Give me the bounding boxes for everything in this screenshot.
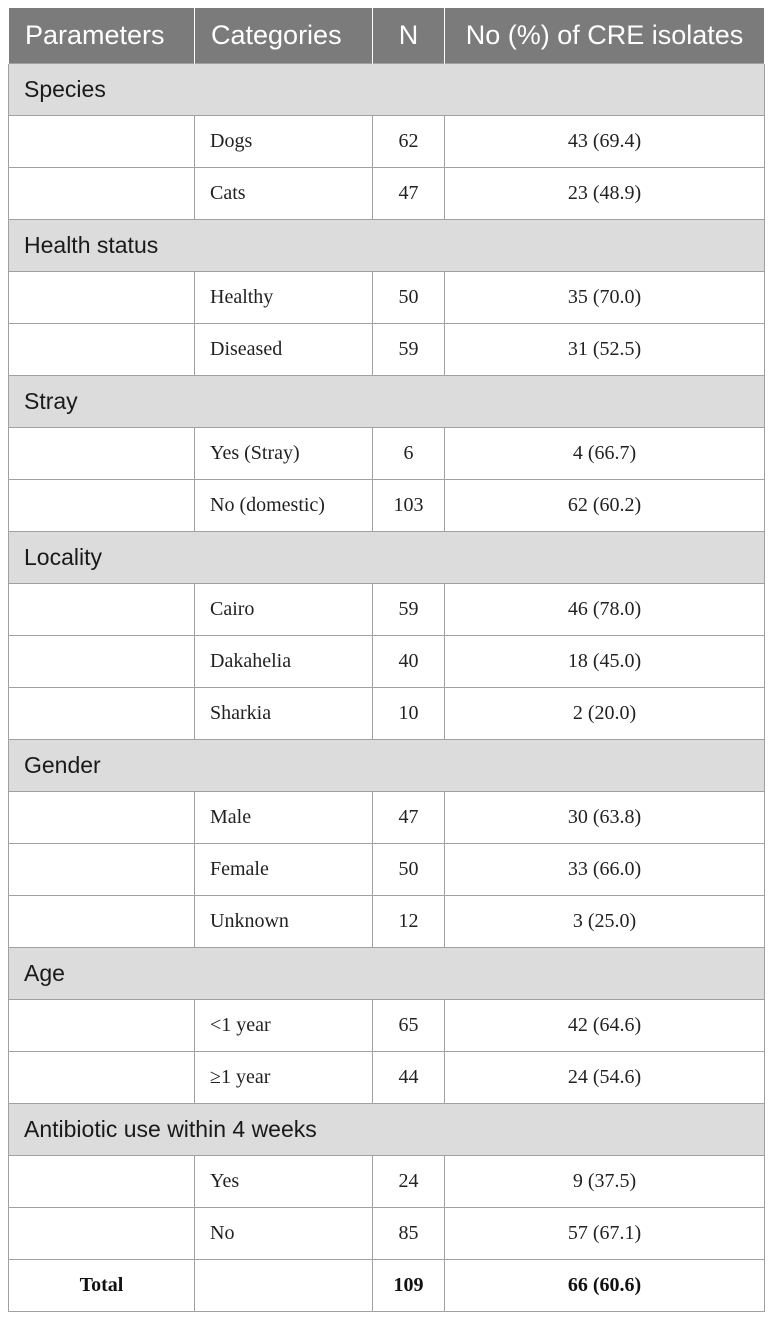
table-row	[9, 844, 765, 896]
n-cell: 6	[373, 428, 445, 480]
category-cell: No	[195, 1208, 373, 1260]
n-cell: 47	[373, 168, 445, 220]
category-cell: Yes (Stray)	[195, 428, 373, 480]
table-row	[9, 480, 765, 532]
parameter-cell	[9, 428, 195, 480]
cre-cell: 4 (66.7)	[445, 428, 765, 480]
group-row-age	[9, 948, 765, 1000]
category-cell: Cairo	[195, 584, 373, 636]
cre-cell: 62 (60.2)	[445, 480, 765, 532]
cre-cell: 33 (66.0)	[445, 844, 765, 896]
parameter-cell	[9, 584, 195, 636]
group-row-health-status	[9, 220, 765, 272]
category-cell: Male	[195, 792, 373, 844]
parameter-cell	[9, 272, 195, 324]
total-category	[195, 1260, 373, 1312]
parameter-cell	[9, 844, 195, 896]
cre-isolates-table-wrapper	[8, 8, 764, 1312]
total-label: Total	[9, 1260, 195, 1312]
table-row	[9, 896, 765, 948]
table-row	[9, 1208, 765, 1260]
cre-cell: 46 (78.0)	[445, 584, 765, 636]
header-cre-isolates: No (%) of CRE isolates	[445, 8, 765, 64]
n-cell: 62	[373, 116, 445, 168]
parameter-cell	[9, 1052, 195, 1104]
table-row	[9, 636, 765, 688]
table-row	[9, 1156, 765, 1208]
cre-cell: 3 (25.0)	[445, 896, 765, 948]
n-cell: 50	[373, 844, 445, 896]
cre-cell: 18 (45.0)	[445, 636, 765, 688]
group-title: Antibiotic use within 4 weeks	[9, 1104, 765, 1156]
cre-cell: 23 (48.9)	[445, 168, 765, 220]
n-cell: 103	[373, 480, 445, 532]
category-cell: Healthy	[195, 272, 373, 324]
category-cell: Female	[195, 844, 373, 896]
parameter-cell	[9, 636, 195, 688]
cre-isolates-table	[8, 8, 765, 1312]
parameter-cell	[9, 480, 195, 532]
category-cell: Diseased	[195, 324, 373, 376]
table-row	[9, 168, 765, 220]
n-cell: 44	[373, 1052, 445, 1104]
n-cell: 24	[373, 1156, 445, 1208]
cre-cell: 9 (37.5)	[445, 1156, 765, 1208]
category-cell: Cats	[195, 168, 373, 220]
category-cell: Sharkia	[195, 688, 373, 740]
group-title: Health status	[9, 220, 765, 272]
table-row	[9, 688, 765, 740]
parameter-cell	[9, 896, 195, 948]
cre-cell: 43 (69.4)	[445, 116, 765, 168]
parameter-cell	[9, 792, 195, 844]
header-parameters: Parameters	[9, 8, 195, 64]
header-n: N	[373, 8, 445, 64]
table-row	[9, 324, 765, 376]
parameter-cell	[9, 688, 195, 740]
group-row-locality	[9, 532, 765, 584]
category-cell: <1 year	[195, 1000, 373, 1052]
category-cell: No (domestic)	[195, 480, 373, 532]
group-title: Stray	[9, 376, 765, 428]
table-row	[9, 1052, 765, 1104]
n-cell: 40	[373, 636, 445, 688]
n-cell: 10	[373, 688, 445, 740]
cre-cell: 31 (52.5)	[445, 324, 765, 376]
group-title: Age	[9, 948, 765, 1000]
group-row-gender	[9, 740, 765, 792]
parameter-cell	[9, 1000, 195, 1052]
n-cell: 59	[373, 584, 445, 636]
table-body	[9, 64, 765, 1312]
category-cell: Yes	[195, 1156, 373, 1208]
category-cell: Dakahelia	[195, 636, 373, 688]
group-row-species	[9, 64, 765, 116]
table-row	[9, 428, 765, 480]
table-row	[9, 584, 765, 636]
n-cell: 50	[373, 272, 445, 324]
table-row	[9, 1000, 765, 1052]
table-row	[9, 116, 765, 168]
parameter-cell	[9, 1208, 195, 1260]
parameter-cell	[9, 168, 195, 220]
n-cell: 12	[373, 896, 445, 948]
n-cell: 85	[373, 1208, 445, 1260]
cre-cell: 35 (70.0)	[445, 272, 765, 324]
group-row-antibiotic-use	[9, 1104, 765, 1156]
group-row-stray	[9, 376, 765, 428]
total-row	[9, 1260, 765, 1312]
group-title: Species	[9, 64, 765, 116]
cre-cell: 42 (64.6)	[445, 1000, 765, 1052]
n-cell: 47	[373, 792, 445, 844]
total-cre: 66 (60.6)	[445, 1260, 765, 1312]
parameter-cell	[9, 1156, 195, 1208]
cre-cell: 24 (54.6)	[445, 1052, 765, 1104]
group-title: Gender	[9, 740, 765, 792]
category-cell: Dogs	[195, 116, 373, 168]
parameter-cell	[9, 116, 195, 168]
header-row	[9, 8, 765, 64]
cre-cell: 57 (67.1)	[445, 1208, 765, 1260]
table-row	[9, 792, 765, 844]
cre-cell: 2 (20.0)	[445, 688, 765, 740]
category-cell: Unknown	[195, 896, 373, 948]
total-n: 109	[373, 1260, 445, 1312]
table-header	[9, 8, 765, 64]
parameter-cell	[9, 324, 195, 376]
cre-cell: 30 (63.8)	[445, 792, 765, 844]
group-title: Locality	[9, 532, 765, 584]
header-categories: Categories	[195, 8, 373, 64]
category-cell: ≥1 year	[195, 1052, 373, 1104]
table-row	[9, 272, 765, 324]
n-cell: 65	[373, 1000, 445, 1052]
n-cell: 59	[373, 324, 445, 376]
